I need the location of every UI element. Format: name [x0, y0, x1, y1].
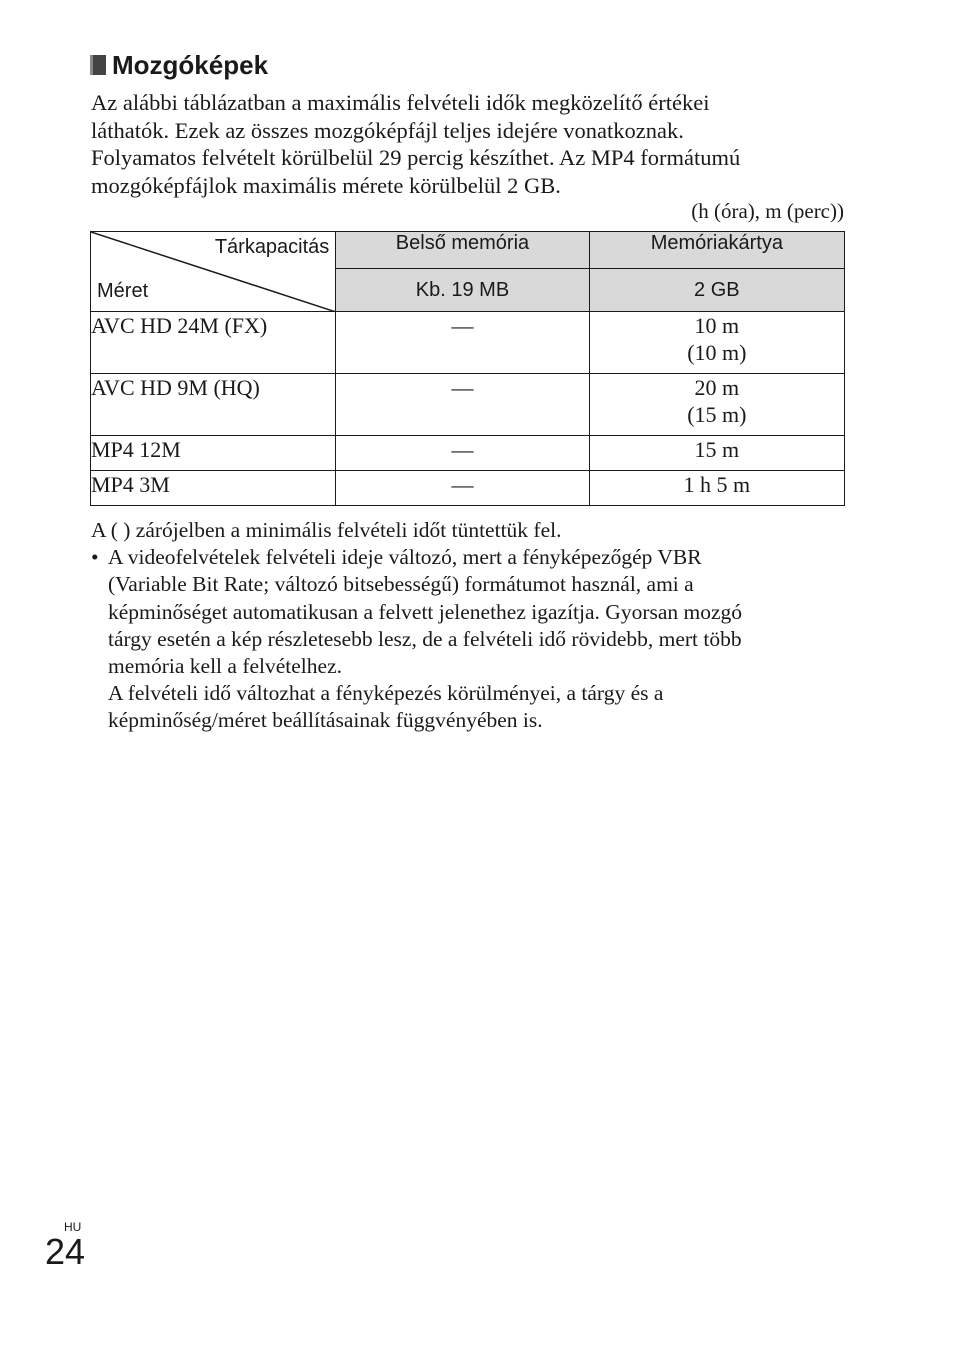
row-name: AVC HD 24M (FX) [91, 312, 336, 374]
table-row [91, 471, 845, 506]
table-row [91, 312, 845, 374]
table-corner-cell [91, 232, 336, 312]
row-card-value [589, 312, 844, 374]
bullet-line: képminőséget automatikusan a felvett jelenethez igazítja. Gyorsan mozgó [108, 599, 743, 624]
table-header-row [91, 232, 845, 269]
table-row [91, 436, 845, 471]
row-internal-value: — [336, 374, 589, 436]
bullet-item [91, 544, 851, 734]
intro-line: Az alábbi táblázatban a maximális felvételi idők megközelítő értékei [91, 90, 710, 115]
bullet-line: képminőség/méret beállításainak függvényében is. [108, 708, 543, 733]
bullet-icon: • [91, 545, 99, 570]
bullet-line: memória kell a felvételhez. [108, 654, 342, 679]
card-time: 10 m [694, 313, 740, 338]
row-internal-value: — [336, 471, 589, 506]
intro-line: Folyamatos felvételt körülbelül 29 percig készíthet. Az MP4 formátumú [91, 145, 741, 170]
row-name: AVC HD 9M (HQ) [91, 374, 336, 436]
section-title: Mozgóképek [112, 50, 269, 80]
card-min-time: (10 m) [687, 340, 747, 365]
table-row [91, 374, 845, 436]
recording-time-table [90, 231, 845, 506]
bullet-line: (Variable Bit Rate; változó bitsebességű) formátumot használ, ami a [108, 572, 694, 597]
bullet-line: tárgy esetén a kép részletesebb lesz, de a felvételi idő rövidebb, mert több [108, 626, 742, 651]
paren-note: A ( ) zárójelben a minimális felvételi időt tüntettük fel. [91, 518, 562, 542]
bullet-text [108, 544, 851, 734]
card-min-time: (15 m) [687, 402, 747, 427]
unit-note: (h (óra), m (perc)) [691, 199, 844, 223]
row-card-value [589, 374, 844, 436]
row-name: MP4 3M [91, 471, 336, 506]
bullet-line: A felvételi idő változhat a fényképezés körülményei, a tárgy és a [108, 681, 664, 706]
row-internal-value: — [336, 312, 589, 374]
section-heading [90, 48, 268, 82]
intro-line: láthatók. Ezek az összes mozgóképfájl teljes idejére vonatkoznak. [91, 117, 684, 143]
row-internal-value: — [336, 436, 589, 471]
intro-line: mozgóképfájlok maximális mérete körülbelül 2 GB. [91, 172, 561, 198]
heading-marker-icon [90, 55, 106, 75]
row-card-value: 15 m [589, 436, 844, 471]
intro-paragraph [91, 89, 851, 199]
corner-label-capacity: Tárkapacitás [214, 236, 330, 258]
capacity-internal: Kb. 19 MB [336, 269, 589, 312]
row-card-value: 1 h 5 m [589, 471, 844, 506]
row-name: MP4 12M [91, 436, 336, 471]
page-number: 24 [45, 1231, 86, 1272]
page-language: HU [64, 1220, 82, 1234]
bullet-line: A videofelvételek felvételi ideje változó, mert a fényképezőgép VBR [108, 545, 702, 570]
column-header-internal: Belső memória [336, 232, 589, 269]
notes [91, 517, 851, 735]
column-header-card: Memóriakártya [589, 232, 844, 269]
capacity-card: 2 GB [589, 269, 844, 312]
corner-label-size: Méret [97, 280, 149, 302]
card-time: 20 m [694, 375, 740, 400]
